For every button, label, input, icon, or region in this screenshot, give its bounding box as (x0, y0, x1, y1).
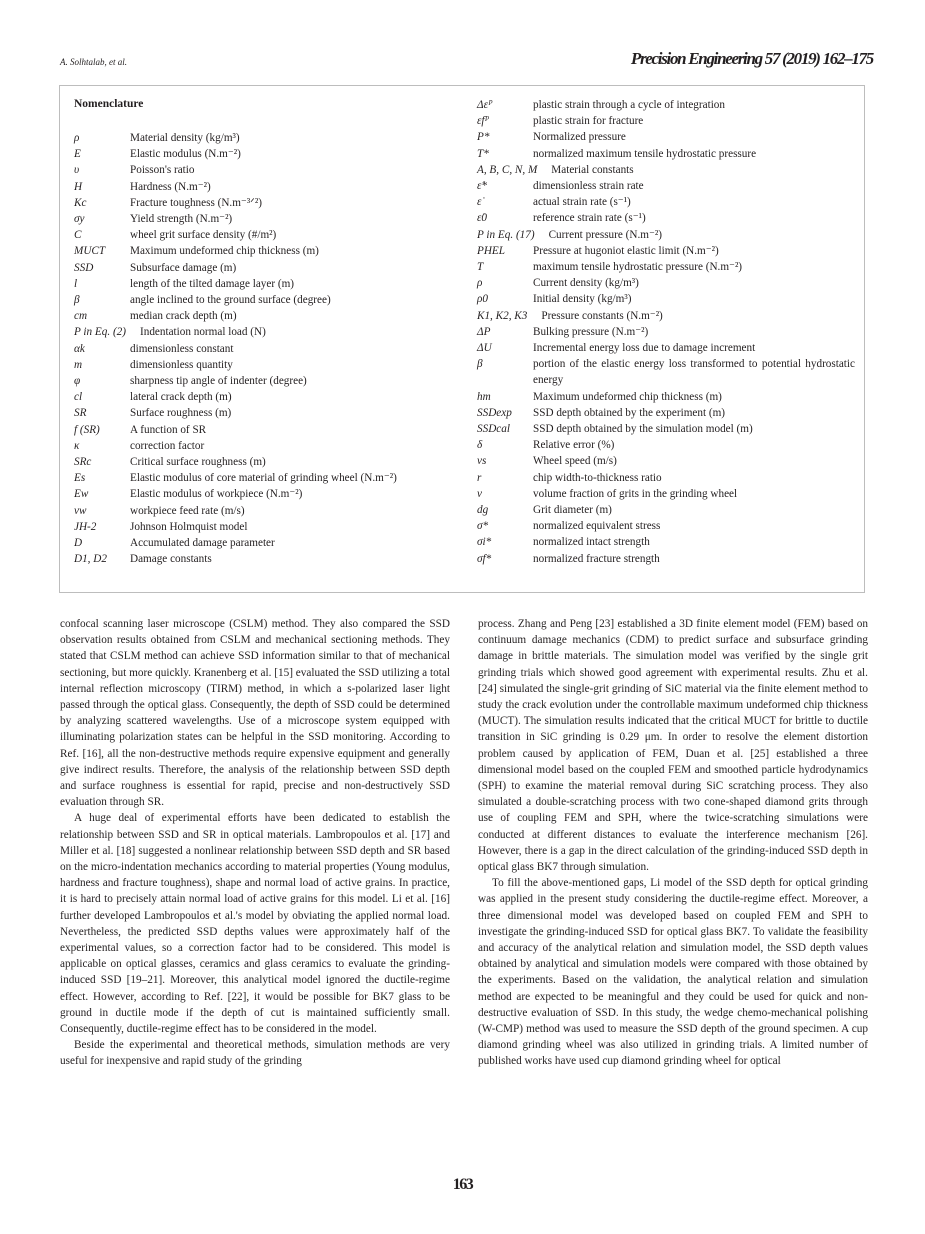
nomenclature-entry (74, 146, 450, 162)
nomenclature-description: Current pressure (N.m⁻²) (548, 228, 662, 241)
nomenclature-description: Pressure constants (N.m⁻²) (541, 309, 663, 322)
nomenclature-symbol: ΔP (477, 325, 491, 338)
nomenclature-description: workpiece feed rate (m/s) (130, 504, 245, 517)
nomenclature-symbol: ε̇0 (477, 212, 488, 225)
nomenclature-symbol: JH-2 (74, 520, 97, 533)
nomenclature-entry (477, 113, 855, 129)
nomenclature-entry (477, 259, 855, 275)
nomenclature-symbol: σf* (477, 552, 492, 565)
nomenclature-symbol: Kc (74, 196, 87, 209)
nomenclature-entry (74, 260, 450, 276)
nomenclature-description: plastic strain through a cycle of integration (533, 99, 725, 111)
nomenclature-description: Material constants (551, 163, 634, 176)
nomenclature-symbol: D1, D2 (74, 553, 107, 566)
nomenclature-description: lateral crack depth (m) (130, 391, 232, 404)
nomenclature-description: chip width-to-thickness ratio (533, 471, 662, 484)
nomenclature-entry (74, 422, 450, 438)
nomenclature-entry (74, 211, 450, 227)
nomenclature-symbol: T* (477, 147, 489, 160)
nomenclature-symbol: vw (74, 504, 87, 517)
nomenclature-description: Surface roughness (m) (130, 407, 232, 420)
nomenclature-entry (74, 470, 450, 486)
nomenclature-symbol: ε̇ (477, 196, 482, 209)
nomenclature-entry (74, 179, 450, 195)
nomenclature-description: Damage constants (130, 553, 212, 566)
nomenclature-right-column (477, 97, 855, 567)
nomenclature-entry (74, 357, 450, 373)
nomenclature-entry (74, 535, 450, 551)
nomenclature-entry (74, 243, 450, 259)
nomenclature-symbol: MUCT (74, 245, 106, 258)
nomenclature-symbol: Es (74, 472, 86, 485)
nomenclature-entry (74, 308, 450, 324)
nomenclature-entry (477, 534, 855, 550)
nomenclature-entry (74, 389, 450, 405)
nomenclature-symbol: SRc (74, 456, 92, 469)
nomenclature-symbol: dg (477, 504, 489, 517)
nomenclature-entry (74, 551, 450, 567)
nomenclature-description: Elastic modulus (N.m⁻²) (130, 148, 241, 161)
nomenclature-symbol: A, B, C, N, M (477, 163, 538, 176)
nomenclature-entry (477, 275, 855, 291)
nomenclature-description: volume fraction of grits in the grinding wheel (533, 487, 738, 500)
nomenclature-symbol: Δεᴾ (477, 99, 493, 111)
nomenclature-symbol: H (74, 180, 83, 193)
nomenclature-description: wheel grit surface density (#/m²) (130, 229, 277, 242)
nomenclature-entry (477, 421, 855, 437)
nomenclature-entry (477, 405, 855, 421)
nomenclature-symbol: ρ (477, 277, 483, 290)
nomenclature-symbol: f (SR) (74, 423, 100, 436)
nomenclature-description: Indentation normal load (N) (140, 326, 266, 339)
nomenclature-description: normalized intact strength (533, 536, 650, 549)
nomenclature-description: A function of SR (130, 423, 207, 436)
nomenclature-entry (74, 373, 450, 389)
nomenclature-description: angle inclined to the ground surface (degree) (130, 294, 331, 307)
nomenclature-description: normalized equivalent stress (533, 520, 661, 533)
nomenclature-entry (74, 454, 450, 470)
body-text-left-column (60, 616, 450, 1070)
nomenclature-description: Material density (kg/m³) (130, 132, 240, 144)
nomenclature-description: Elastic modulus of core material of grinding wheel (N.m⁻²) (130, 472, 397, 485)
nomenclature-description: normalized maximum tensile hydrostatic pressure (533, 147, 757, 160)
nomenclature-entry (477, 502, 855, 518)
nomenclature-box (59, 85, 865, 593)
nomenclature-entry (477, 551, 855, 567)
nomenclature-description: plastic strain for fracture (533, 115, 644, 128)
nomenclature-entry (477, 437, 855, 453)
body-paragraph: Beside the experimental and theoretical methods, simulation methods are very useful for inexpensive and rapid study of the grinding (60, 1039, 450, 1068)
nomenclature-symbol: PHEL (477, 244, 505, 257)
nomenclature-symbol: T (477, 261, 484, 274)
nomenclature-symbol: hm (477, 390, 491, 403)
nomenclature-description: Grit diameter (m) (533, 504, 612, 517)
nomenclature-entry (74, 276, 450, 292)
nomenclature-description: Relative error (%) (533, 439, 615, 452)
nomenclature-entry (477, 178, 855, 194)
nomenclature-symbol: P in Eq. (17) (477, 228, 535, 241)
nomenclature-description: sharpness tip angle of indenter (degree) (130, 375, 307, 388)
nomenclature-description: portion of the elastic energy loss transformed to potential hydrostatic energy (533, 358, 855, 387)
nomenclature-description: Accumulated damage parameter (130, 537, 275, 550)
nomenclature-entry (74, 519, 450, 535)
nomenclature-symbol: cl (74, 391, 83, 404)
nomenclature-symbol: SSDcal (477, 423, 510, 436)
body-paragraph: A huge deal of experimental efforts have been dedicated to establish the relationship between SSD and SR in optical materials. Lambropoulos et al. [17] and Miller et al. [18] suggested a nonlinear relationship between SSD depth and SR based on the micro-indentation mechanics according to material properties (Young modulus, hardness and fracture toughness), shape and normal load of active grains. In practice, it is hard to precisely attain normal load of active grains for this model. Li et al. [16] further developed Lambropoulos et al.'s model by obviating the applied normal load. Nevertheless, the predicted SSD depths values were approximately half of the experimental values, so a correction factor had to be considered. This model is applicable on optical glasses, ceramics and glass ceramics to evaluate the grinding-induced SSD [19–21]. Moreover, this analytical model ignored the ductile-regime effect. However, according to Ref. [22], it would be possible for BK7 glass to be ground in ductile mode if the depth of cut is maintained sufficiently small. Consequently, ductile-regime effect has to be considered in the model. (60, 812, 450, 1036)
nomenclature-entry (74, 405, 450, 421)
nomenclature-entry (477, 146, 855, 162)
nomenclature-symbol: cm (74, 310, 88, 323)
nomenclature-entry (74, 227, 450, 243)
nomenclature-symbol: σi* (477, 536, 492, 549)
nomenclature-symbol: SSD (74, 261, 94, 274)
nomenclature-entry (477, 162, 855, 178)
nomenclature-symbol: P* (477, 131, 490, 144)
nomenclature-symbol: l (74, 277, 78, 290)
nomenclature-symbol: SSDexp (477, 406, 512, 419)
nomenclature-description: Normalized pressure (533, 131, 626, 144)
nomenclature-symbol: β (74, 294, 80, 307)
nomenclature-symbol: ΔU (477, 342, 492, 355)
nomenclature-description: dimensionless quantity (130, 358, 233, 371)
nomenclature-description: Wheel speed (m/s) (533, 455, 617, 468)
nomenclature-symbol: υ (74, 164, 80, 177)
nomenclature-description: Critical surface roughness (m) (130, 456, 266, 469)
nomenclature-entry (477, 210, 855, 226)
body-paragraph: confocal scanning laser microscope (CSLM) method. They also compared the SSD observation results obtained from CSLM and mechanical sectioning methods. They stated that CSLM method can achieve SSD information similar to that of mechanical sectioning, but more quickly. Kranenberg et al. [15] evaluated the SSD utilizing a total internal reflection microscopy (TIRM) method, in which a s-polarized laser light passed through the optical glass. Consequently, the depth of SSD could be determined by analyzing scattered wavelengths. Use of a microscope system equipped with illuminating polarization states can be helpful in the SSD monitoring. According to Ref. [16], all the non-destructive methods require expensive equipment and generally give indirect results. Therefore, the analysis of the relationship between SSD depth and surface roughness is essential for rapid, precise and non-destructively SSD evaluation through SR. (60, 618, 450, 809)
nomenclature-entry (477, 129, 855, 145)
nomenclature-entry (74, 438, 450, 454)
nomenclature-entry (74, 292, 450, 308)
nomenclature-entry (477, 340, 855, 356)
nomenclature-symbol: K1, K2, K3 (477, 309, 528, 322)
nomenclature-entry (477, 97, 855, 113)
nomenclature-entry (477, 356, 855, 388)
nomenclature-description: SSD depth obtained by the experiment (m) (533, 406, 726, 419)
page-number: 163 (452, 1176, 473, 1193)
nomenclature-description: SSD depth obtained by the simulation model (m) (533, 423, 753, 436)
nomenclature-symbol: ρ0 (477, 293, 488, 306)
nomenclature-entry (477, 453, 855, 469)
nomenclature-symbol: m (74, 358, 83, 371)
nomenclature-symbol: Ew (74, 488, 89, 501)
nomenclature-entry (74, 486, 450, 502)
running-header-journal: Precision Engineering 57 (2019) 162–175 (630, 49, 873, 68)
nomenclature-symbol: αk (74, 342, 85, 355)
nomenclature-description: reference strain rate (s⁻¹) (533, 212, 646, 225)
nomenclature-symbol: r (477, 471, 482, 484)
nomenclature-entry (477, 486, 855, 502)
nomenclature-symbol: κ (74, 439, 80, 452)
nomenclature-symbol: δ (477, 439, 483, 452)
nomenclature-symbol: β (477, 358, 483, 371)
nomenclature-entry (477, 291, 855, 307)
nomenclature-symbol: P in Eq. (2) (74, 326, 126, 339)
nomenclature-symbol: vs (477, 455, 487, 468)
body-paragraph: process. Zhang and Peng [23] established a 3D finite element model (FEM) based on continuum damage mechanics (CDM) to predict surface and subsurface grinding damage in brittle materials. The simulation model was verified by the single grit grinding trials which showed good agreement with experimental results. Zhu et al. [24] simulated the single-grit grinding of SiC material via the finite element method to study the crack evolution under the controllable maximum undeformed chip thickness (MUCT). The simulation results indicated that the critical MUCT for brittle to ductile transition in SiC grinding is 0.29 μm. In order to resolve the element distortion problem caused by application of FEM, Duan et al. [25] established a three dimensional model based on the coupled FEM and smoothed particle hydrodynamics (SPH) to examine the material removal during SiC scratching process. They also simulated a double-scratching process with two cone-shaped diamond grits through use of coupling FEM and SPH, where the twice-scratching simulations were conducted at different distances to evaluate the interference mechanism [26]. However, there is a gap in the direct calculation of the grinding-induced SSD depth in optical glass BK7 through simulation. (478, 618, 868, 874)
nomenclature-description: Pressure at hugoniot elastic limit (N.m⁻²) (533, 244, 719, 257)
nomenclature-title: Nomenclature (74, 98, 144, 110)
nomenclature-description: Maximum undeformed chip thickness (m) (130, 245, 319, 258)
nomenclature-description: Bulking pressure (N.m⁻²) (533, 325, 649, 338)
nomenclature-entry (74, 324, 450, 340)
nomenclature-symbol: ε̇* (477, 180, 488, 193)
nomenclature-description: median crack depth (m) (130, 310, 237, 323)
nomenclature-entry (477, 243, 855, 259)
nomenclature-entry (477, 518, 855, 534)
body-paragraph: To fill the above-mentioned gaps, Li model of the SSD depth for optical grinding was applied in the present study considering the ductile-regime effect. Moreover, a three dimensional model was developed based on coupled FEM and SPH to investigate the grinding-induced SSD for optical glass BK7. To validate the feasibility and accuracy of the analytical relation and simulation model, the SSD depth values obtained by analytical and simulation models were compared with those obtained by the experiments. Based on the validation, the analytical relation and simulation method are expected to be meaningful and they could be used for quick and non-destructive evaluation of SSD. In this study, the wedge chemo-mechanical polishing (W-CMP) method was used to measure the SSD depth of the ground specimen. A cup diamond grinding wheel was also utilized in grinding trials. A limited number of published works have used cup diamond grinding wheel for optical (478, 877, 868, 1068)
nomenclature-entry (477, 470, 855, 486)
nomenclature-description: Incremental energy loss due to damage increment (533, 342, 756, 355)
nomenclature-entry (74, 341, 450, 357)
nomenclature-description: Poisson's ratio (130, 164, 195, 177)
nomenclature-left-column (74, 130, 450, 567)
nomenclature-description: Fracture toughness (N.m⁻³ᐟ²) (130, 196, 262, 209)
nomenclature-description: Johnson Holmquist model (130, 520, 248, 533)
nomenclature-description: Subsurface damage (m) (130, 261, 237, 274)
nomenclature-description: maximum tensile hydrostatic pressure (N.m⁻²) (533, 261, 743, 274)
nomenclature-symbol: v (477, 487, 482, 500)
nomenclature-entry (74, 130, 450, 146)
nomenclature-entry (74, 162, 450, 178)
nomenclature-description: Initial density (kg/m³) (533, 293, 632, 306)
nomenclature-description: correction factor (130, 439, 205, 452)
nomenclature-description: normalized fracture strength (533, 552, 660, 565)
nomenclature-entry (477, 389, 855, 405)
nomenclature-symbol: εfᴾ (477, 115, 489, 128)
nomenclature-symbol: E (74, 148, 81, 161)
nomenclature-description: Yield strength (N.m⁻²) (130, 213, 233, 226)
nomenclature-description: actual strain rate (s⁻¹) (533, 196, 631, 209)
nomenclature-description: length of the tilted damage layer (m) (130, 277, 295, 290)
nomenclature-symbol: σy (74, 213, 85, 226)
nomenclature-description: Elastic modulus of workpiece (N.m⁻²) (130, 488, 303, 501)
nomenclature-description: dimensionless constant (130, 342, 234, 355)
running-header-authors: A. Solhtalab, et al. (60, 57, 127, 67)
body-text-right-column (478, 616, 868, 1070)
nomenclature-entry (477, 227, 855, 243)
nomenclature-entry (74, 503, 450, 519)
nomenclature-symbol: σ* (477, 520, 489, 533)
nomenclature-description: Hardness (N.m⁻²) (130, 180, 211, 193)
nomenclature-entry (74, 195, 450, 211)
nomenclature-symbol: D (74, 537, 83, 550)
nomenclature-description: Maximum undeformed chip thickness (m) (533, 390, 722, 403)
nomenclature-entry (477, 324, 855, 340)
nomenclature-symbol: SR (74, 407, 87, 420)
nomenclature-symbol: φ (74, 375, 81, 388)
nomenclature-entry (477, 308, 855, 324)
nomenclature-symbol: ρ (74, 132, 80, 144)
nomenclature-symbol: C (74, 229, 82, 242)
nomenclature-description: Current density (kg/m³) (533, 277, 639, 290)
nomenclature-entry (477, 194, 855, 210)
nomenclature-description: dimensionless strain rate (533, 180, 644, 193)
